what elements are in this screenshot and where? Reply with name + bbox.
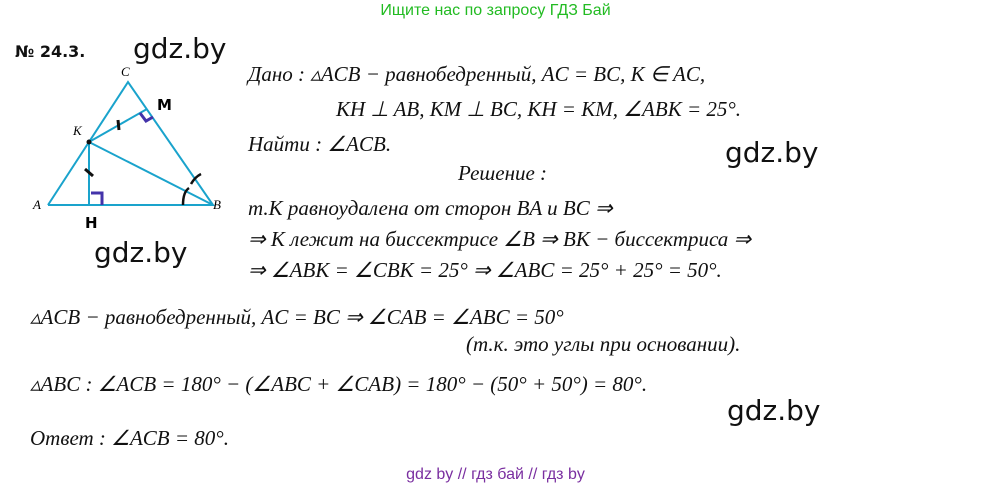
triangle-diagram: [25, 62, 235, 242]
find-line: Найти : ∠ACB.: [248, 132, 392, 156]
right-angle-mark-h: [91, 193, 102, 205]
label-b: B: [213, 197, 221, 212]
watermark: gdz.by: [94, 236, 188, 269]
given-line-1: Дано : ▵ACB − равнобедренный, AC = BC, K ∈ AC,: [248, 62, 706, 86]
watermark: gdz.by: [725, 136, 819, 169]
label-k: K: [73, 123, 82, 138]
point-k: [87, 140, 92, 145]
solution-line-3: ⇒ ∠ABK = ∠CBK = 25° ⇒ ∠ABC = 25° + 25° = 50°.: [248, 258, 722, 282]
solution-line-6: ▵ABC : ∠ACB = 180° − (∠ABC + ∠CAB) = 180° − (50° + 50°) = 80°.: [30, 372, 648, 396]
watermark: gdz.by: [727, 394, 821, 427]
task-number: № 24.3.: [15, 42, 86, 61]
equal-tick-km: [118, 120, 119, 130]
segment-kb: [89, 142, 213, 205]
label-h: H: [85, 214, 98, 232]
watermark: gdz.by: [133, 32, 227, 65]
solution-line-5: (т.к. это углы при основании).: [466, 332, 741, 356]
solution-line-4: ▵ACB − равнобедренный, AC = BC ⇒ ∠CAB = ∠ABC = 50°: [30, 305, 564, 329]
solution-line-2: ⇒ K лежит на биссектрисе ∠B ⇒ BK − биссектриса ⇒: [248, 227, 752, 251]
label-c: C: [121, 64, 130, 79]
solution-title: Решение :: [458, 161, 548, 185]
answer-line: Ответ : ∠ACB = 80°.: [30, 426, 229, 450]
label-a: A: [33, 197, 41, 212]
solution-line-1: т.К равноудалена от сторон BA и BC ⇒: [248, 196, 613, 220]
footer-links: gdz by // гдз бай // гдз by: [406, 466, 585, 483]
triangle-acb: [48, 82, 213, 205]
top-banner: Ищите нас по запросу ГДЗ Бай: [380, 2, 611, 19]
label-m: M: [157, 96, 172, 114]
given-line-2: KH ⊥ AB, KM ⊥ BC, KH = KM, ∠ABK = 25°.: [336, 97, 742, 121]
